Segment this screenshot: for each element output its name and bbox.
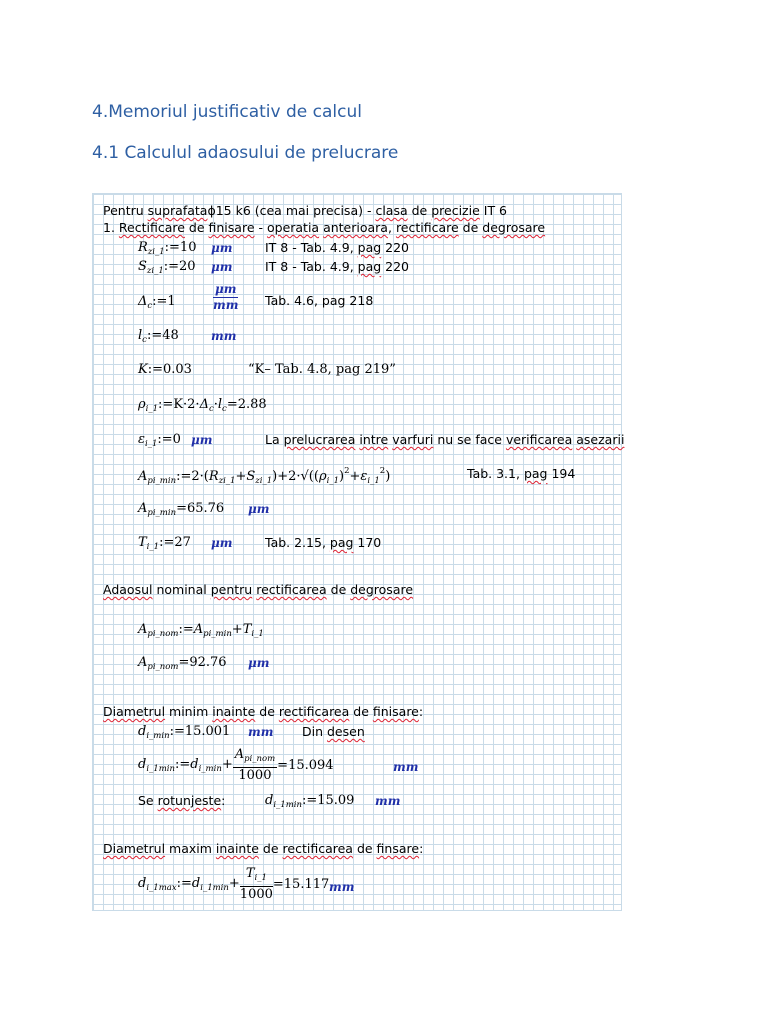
apinom-unit: μm	[248, 656, 270, 670]
calculation-worksheet	[92, 193, 625, 911]
sz-unit: μm	[211, 260, 233, 274]
lc-unit: mm	[211, 329, 237, 343]
delta-c-formula: $\Delta_c:=1$	[138, 294, 176, 311]
di1min-unit: mm	[393, 760, 419, 774]
step1-line: 1. Rectificare de finisare - operatia anterioara, rectificare de degrosare	[103, 220, 546, 235]
intro-line: Pentru suprafataϕ15 k6 (cea mai precisa) - clasa de precizie IT 6	[103, 203, 508, 218]
di1max-unit: mm	[329, 880, 355, 894]
adaos-heading: Adaosul nominal pentru rectificarea de degrosare	[103, 582, 414, 597]
rounding-label: Se rotunjeste:	[138, 793, 226, 808]
epsilon-note: La prelucrarea intre varfuri nu se face verificarea asezarii	[265, 432, 625, 447]
delta-c-reference: Tab. 4.6, pag 218	[265, 293, 374, 308]
k-reference: “K– Tab. 4.8, pag 219”	[248, 362, 396, 377]
ti-unit: μm	[211, 536, 233, 550]
diam-max-heading: Diametrul maxim inainte de rectificarea de finsare:	[103, 841, 424, 856]
delta-c-unit: $\frac{\mu m}{mm}$	[213, 282, 239, 312]
rz-unit: μm	[211, 241, 233, 255]
rho-formula: $\rho_{i\_1}:=K\cdot 2\cdot\Delta_c\cdot l_c=2.88$	[138, 397, 267, 414]
apimin-formula: $A_{pi\_min}:=2\cdot(R_{zi\_1}+S_{zi\_1})+2\cdot√((\rho_{i\_1})^2+\varepsilon_{i\_1}^2)$	[138, 466, 391, 486]
rounded-unit: mm	[375, 794, 401, 808]
di1max-formula: $d_{i\_1max}:=d_{i\_1min}+$ $\frac{T_{i\_1}}{1000}$ =15.117	[138, 866, 330, 902]
ti-formula: $T_{i\_1}:=27$	[138, 535, 191, 552]
lc-formula: $l_c:=48$	[138, 328, 179, 345]
dimin-reference: Din desen	[302, 724, 365, 739]
dimin-unit: mm	[248, 725, 274, 739]
apinom-result: $A_{pi\_nom}=92.76$	[138, 655, 227, 672]
rz-reference: IT 8 - Tab. 4.9, pag 220	[265, 240, 410, 255]
ti-reference: Tab. 2.15, pag 170	[265, 535, 382, 550]
apimin-result: $A_{pi\_min}=65.76$	[138, 501, 225, 518]
subsection-heading: 4.1 Calculul adaosului de prelucrare	[92, 143, 399, 163]
dimin-formula: $d_{i\_min}:=15.001$	[138, 724, 231, 741]
sz-formula: $S_{zi\_1}:=20$	[138, 259, 196, 276]
apimin-unit: μm	[248, 502, 270, 516]
sz-reference: IT 8 - Tab. 4.9, pag 220	[265, 259, 410, 274]
apimin-reference: Tab. 3.1, pag 194	[467, 466, 576, 481]
rounded-value: $d_{i\_1min}:=15.09$	[265, 793, 355, 810]
epsilon-unit: μm	[191, 433, 213, 447]
epsilon-formula: $\varepsilon_{i\_1}:=0$	[138, 432, 181, 449]
diam-min-heading: Diametrul minim inainte de rectificarea de finisare:	[103, 704, 424, 719]
apinom-definition: $A_{pi\_nom}:=A_{pi\_min}+T_{i\_1}$	[138, 622, 264, 639]
section-heading: 4.Memoriul justificativ de calcul	[92, 102, 362, 122]
di1min-formula: $d_{i\_1min}:=d_{i\_min}+$ $\frac{A_{pi\_nom}}{1000}$ =15.094	[138, 747, 334, 783]
rz-formula: $R_{zi\_1}:=10$	[138, 240, 197, 257]
k-formula: K:=0.03	[138, 362, 192, 377]
